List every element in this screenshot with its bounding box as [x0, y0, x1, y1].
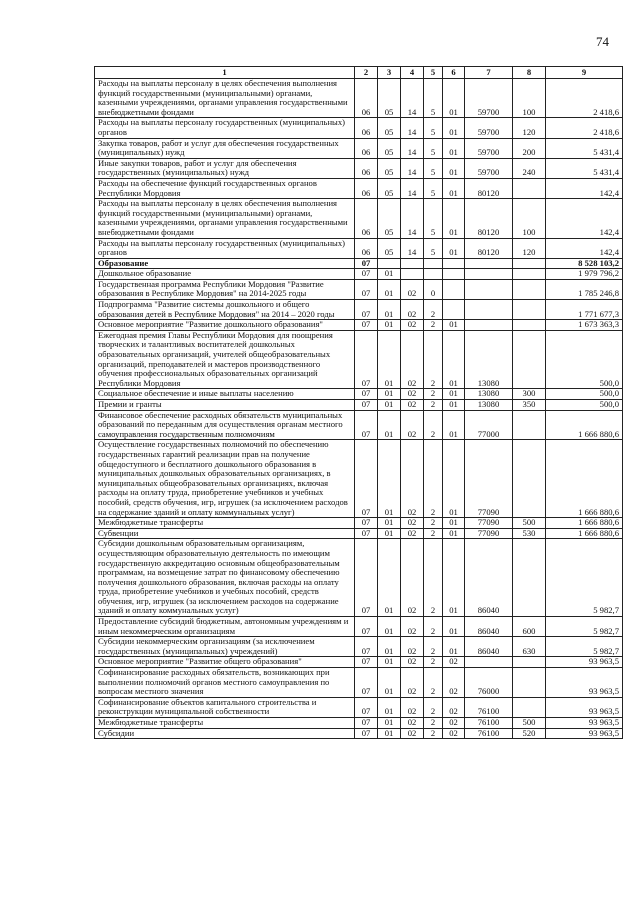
row-subprogram: 0 — [424, 279, 443, 299]
row-direction — [465, 258, 513, 269]
row-measure: 01 — [443, 528, 465, 539]
col-header-expense-type: 8 — [513, 67, 546, 79]
col-header-direction: 7 — [465, 67, 513, 79]
row-amount: 500,0 — [546, 400, 623, 411]
row-measure: 02 — [443, 657, 465, 668]
row-name: Расходы на обеспечение функций государственных органов Республики Мордовия — [95, 178, 355, 198]
row-measure: 02 — [443, 697, 465, 717]
row-name: Основное мероприятие "Развитие дошкольного образования" — [95, 320, 355, 331]
row-measure: 01 — [443, 617, 465, 637]
row-section: 07 — [355, 400, 378, 411]
row-subprogram: 5 — [424, 199, 443, 238]
row-section: 07 — [355, 389, 378, 400]
col-header-amount: 9 — [546, 67, 623, 79]
row-measure: 01 — [443, 389, 465, 400]
row-amount: 1 666 880,6 — [546, 528, 623, 539]
row-direction: 76100 — [465, 697, 513, 717]
row-expense-type: 520 — [513, 728, 546, 739]
row-program: 02 — [401, 668, 424, 698]
row-measure: 01 — [443, 158, 465, 178]
row-section: 07 — [355, 258, 378, 269]
row-subsection: 01 — [378, 637, 401, 657]
row-direction — [465, 269, 513, 280]
row-name: Основное мероприятие "Развитие общего образования" — [95, 657, 355, 668]
row-program — [401, 258, 424, 269]
row-subprogram — [424, 258, 443, 269]
row-measure: 02 — [443, 728, 465, 739]
row-measure — [443, 279, 465, 299]
table-row — [95, 138, 623, 158]
row-expense-type: 500 — [513, 718, 546, 729]
table-row — [95, 728, 623, 739]
row-program: 14 — [401, 138, 424, 158]
row-subsection: 01 — [378, 320, 401, 331]
row-subsection: 01 — [378, 300, 401, 320]
table-row — [95, 400, 623, 411]
row-measure: 02 — [443, 668, 465, 698]
row-subsection: 05 — [378, 79, 401, 118]
row-section: 07 — [355, 718, 378, 729]
row-name: Государственная программа Республики Мордовия "Развитие образования в Республике Мордовия" на 2014-2025 годы — [95, 279, 355, 299]
row-amount: 1 785 246,8 — [546, 279, 623, 299]
table-row — [95, 539, 623, 617]
row-measure: 01 — [443, 320, 465, 331]
row-expense-type: 120 — [513, 238, 546, 258]
row-expense-type — [513, 330, 546, 389]
row-expense-type: 350 — [513, 400, 546, 411]
row-program: 14 — [401, 199, 424, 238]
row-direction — [465, 320, 513, 331]
row-name: Межбюджетные трансферты — [95, 518, 355, 529]
budget-table — [94, 66, 623, 739]
row-expense-type — [513, 440, 546, 518]
row-amount: 93 963,5 — [546, 657, 623, 668]
row-amount: 2 418,6 — [546, 79, 623, 118]
row-expense-type — [513, 410, 546, 440]
row-subprogram — [424, 269, 443, 280]
row-subsection: 01 — [378, 440, 401, 518]
row-amount: 142,4 — [546, 238, 623, 258]
row-name: Субсидии дошкольным образовательным организациям, осуществляющим образовательную деятельность по имеющим государственную аккредитацию основным общеобразовательным программам, на возмещение затрат по финансовому обеспечению получения дошкольного образования, включая расходы на оплату труда, приобретение учебников и учебных пособий, средств обучения, игр, игрушек (за исключением расходов на содержание зданий и оплату коммунальных услуг) — [95, 539, 355, 617]
row-subprogram: 2 — [424, 410, 443, 440]
row-measure: 01 — [443, 238, 465, 258]
row-section: 06 — [355, 118, 378, 138]
row-section: 07 — [355, 518, 378, 529]
row-amount: 5 431,4 — [546, 158, 623, 178]
row-direction: 77090 — [465, 528, 513, 539]
row-subsection: 05 — [378, 199, 401, 238]
table-row — [95, 718, 623, 729]
row-name: Расходы на выплаты персоналу государственных (муниципальных) органов — [95, 238, 355, 258]
row-name: Субсидии некоммерческим организациям (за исключением государственных (муниципальных) учреждений) — [95, 637, 355, 657]
row-name: Премии и гранты — [95, 400, 355, 411]
table-row — [95, 637, 623, 657]
table-row — [95, 258, 623, 269]
row-measure: 02 — [443, 718, 465, 729]
row-direction: 86040 — [465, 539, 513, 617]
table-row — [95, 300, 623, 320]
table-row — [95, 440, 623, 518]
row-amount: 5 982,7 — [546, 617, 623, 637]
row-expense-type: 240 — [513, 158, 546, 178]
row-measure — [443, 300, 465, 320]
row-amount: 142,4 — [546, 178, 623, 198]
row-subprogram: 5 — [424, 138, 443, 158]
row-direction: 13080 — [465, 330, 513, 389]
table-row — [95, 330, 623, 389]
row-amount: 1 666 880,6 — [546, 518, 623, 529]
row-subprogram: 2 — [424, 668, 443, 698]
row-measure: 01 — [443, 400, 465, 411]
row-program: 14 — [401, 158, 424, 178]
row-direction — [465, 279, 513, 299]
table-row — [95, 617, 623, 637]
row-subsection: 01 — [378, 728, 401, 739]
row-program: 14 — [401, 238, 424, 258]
table-row — [95, 79, 623, 118]
row-subprogram: 5 — [424, 238, 443, 258]
row-program: 14 — [401, 178, 424, 198]
row-expense-type: 600 — [513, 617, 546, 637]
row-section: 07 — [355, 668, 378, 698]
table-header-row — [95, 67, 623, 79]
row-program: 02 — [401, 279, 424, 299]
row-program: 02 — [401, 320, 424, 331]
table-row — [95, 118, 623, 138]
row-expense-type — [513, 279, 546, 299]
row-expense-type: 100 — [513, 79, 546, 118]
row-name: Иные закупки товаров, работ и услуг для обеспечения государственных (муниципальных) нужд — [95, 158, 355, 178]
row-subsection: 05 — [378, 158, 401, 178]
row-measure: 01 — [443, 518, 465, 529]
row-program: 02 — [401, 697, 424, 717]
row-program: 02 — [401, 657, 424, 668]
row-subprogram: 2 — [424, 440, 443, 518]
page-number: 74 — [596, 34, 609, 49]
row-amount: 93 963,5 — [546, 697, 623, 717]
row-section: 07 — [355, 279, 378, 299]
row-subprogram: 2 — [424, 300, 443, 320]
row-expense-type — [513, 697, 546, 717]
row-section: 07 — [355, 410, 378, 440]
row-direction: 59700 — [465, 79, 513, 118]
row-subprogram: 5 — [424, 118, 443, 138]
row-amount: 93 963,5 — [546, 718, 623, 729]
table-row — [95, 668, 623, 698]
row-name: Расходы на выплаты персоналу в целях обеспечения выполнения функций государственными (муниципальными) органами, казенными учреждениями, органами управления государственными внебюджетными фондами — [95, 79, 355, 118]
row-amount: 5 982,7 — [546, 539, 623, 617]
row-amount: 8 528 103,2 — [546, 258, 623, 269]
row-direction: 59700 — [465, 138, 513, 158]
row-subsection: 05 — [378, 138, 401, 158]
row-measure: 01 — [443, 637, 465, 657]
row-name: Закупка товаров, работ и услуг для обеспечения государственных (муниципальных) нужд — [95, 138, 355, 158]
row-amount: 142,4 — [546, 199, 623, 238]
row-subprogram: 2 — [424, 539, 443, 617]
row-subsection: 01 — [378, 697, 401, 717]
row-section: 06 — [355, 79, 378, 118]
row-section: 07 — [355, 617, 378, 637]
row-subprogram: 5 — [424, 178, 443, 198]
row-subsection: 01 — [378, 539, 401, 617]
row-expense-type: 100 — [513, 199, 546, 238]
row-direction: 76000 — [465, 668, 513, 698]
row-subsection: 01 — [378, 330, 401, 389]
row-section: 07 — [355, 728, 378, 739]
row-expense-type: 500 — [513, 518, 546, 529]
row-measure: 01 — [443, 118, 465, 138]
row-name: Ежегодная премия Главы Республики Мордовия для поощрения творческих и талантливых воспитателей дошкольных образовательных организаций, учителей общеобразовательных организаций, преподавателей и мастеров производственного обучения профессиональных образовательных организаций Республики Мордовия — [95, 330, 355, 389]
row-subprogram: 2 — [424, 330, 443, 389]
row-measure: 01 — [443, 539, 465, 617]
row-measure: 01 — [443, 440, 465, 518]
row-subprogram: 5 — [424, 79, 443, 118]
row-section: 07 — [355, 539, 378, 617]
row-amount: 1 979 796,2 — [546, 269, 623, 280]
col-header-program: 4 — [401, 67, 424, 79]
row-program: 02 — [401, 330, 424, 389]
row-subprogram: 2 — [424, 389, 443, 400]
row-name: Подпрограмма "Развитие системы дошкольного и общего образования детей в Республике Мордовия" на 2014 – 2020 годы — [95, 300, 355, 320]
row-subprogram: 2 — [424, 697, 443, 717]
row-amount: 5 982,7 — [546, 637, 623, 657]
row-direction: 59700 — [465, 158, 513, 178]
row-section: 07 — [355, 528, 378, 539]
row-section: 06 — [355, 178, 378, 198]
row-expense-type — [513, 300, 546, 320]
row-subsection: 01 — [378, 400, 401, 411]
row-subsection: 01 — [378, 389, 401, 400]
row-name: Предоставление субсидий бюджетным, автономным учреждениям и иным некоммерческим организациям — [95, 617, 355, 637]
row-expense-type: 120 — [513, 118, 546, 138]
table-row — [95, 657, 623, 668]
row-measure: 01 — [443, 79, 465, 118]
table-row — [95, 238, 623, 258]
row-direction — [465, 657, 513, 668]
row-subsection: 01 — [378, 279, 401, 299]
row-subprogram: 2 — [424, 718, 443, 729]
row-subprogram: 2 — [424, 528, 443, 539]
col-header-subsection: 3 — [378, 67, 401, 79]
row-expense-type — [513, 320, 546, 331]
row-measure: 01 — [443, 410, 465, 440]
row-direction: 86040 — [465, 637, 513, 657]
col-header-name: 1 — [95, 67, 355, 79]
row-name: Финансовое обеспечение расходных обязательств муниципальных образований по переданным для осуществления органам местного самоуправления государственным полномочиям — [95, 410, 355, 440]
row-name: Субвенции — [95, 528, 355, 539]
table-row — [95, 518, 623, 529]
table-row — [95, 279, 623, 299]
row-expense-type: 200 — [513, 138, 546, 158]
table-row — [95, 697, 623, 717]
row-expense-type: 630 — [513, 637, 546, 657]
row-section: 07 — [355, 330, 378, 389]
row-subprogram: 2 — [424, 637, 443, 657]
row-direction: 76100 — [465, 728, 513, 739]
row-amount: 1 666 880,6 — [546, 410, 623, 440]
row-subsection: 01 — [378, 269, 401, 280]
table-row — [95, 528, 623, 539]
row-expense-type — [513, 539, 546, 617]
row-section: 07 — [355, 300, 378, 320]
row-measure: 01 — [443, 330, 465, 389]
row-direction: 86040 — [465, 617, 513, 637]
row-direction: 59700 — [465, 118, 513, 138]
row-section: 07 — [355, 657, 378, 668]
row-program: 14 — [401, 79, 424, 118]
row-section: 06 — [355, 158, 378, 178]
row-program: 02 — [401, 389, 424, 400]
row-subsection: 05 — [378, 178, 401, 198]
row-expense-type: 530 — [513, 528, 546, 539]
row-direction: 80120 — [465, 199, 513, 238]
table-row — [95, 158, 623, 178]
row-measure — [443, 258, 465, 269]
row-measure: 01 — [443, 178, 465, 198]
table-row — [95, 410, 623, 440]
row-direction: 77000 — [465, 410, 513, 440]
row-subprogram: 2 — [424, 617, 443, 637]
row-name: Софинансирование расходных обязательств, возникающих при выполнении полномочий органов местного самоуправления по вопросам местного значения — [95, 668, 355, 698]
col-header-section: 2 — [355, 67, 378, 79]
row-expense-type — [513, 668, 546, 698]
row-direction: 80120 — [465, 178, 513, 198]
row-section: 07 — [355, 320, 378, 331]
row-expense-type: 300 — [513, 389, 546, 400]
row-program — [401, 269, 424, 280]
row-program: 02 — [401, 528, 424, 539]
col-header-subprogram: 5 — [424, 67, 443, 79]
row-name: Дошкольное образование — [95, 269, 355, 280]
row-amount: 1 666 880,6 — [546, 440, 623, 518]
row-program: 02 — [401, 410, 424, 440]
row-section: 06 — [355, 199, 378, 238]
row-direction: 13080 — [465, 389, 513, 400]
table-row — [95, 389, 623, 400]
row-subsection: 05 — [378, 238, 401, 258]
row-program: 14 — [401, 118, 424, 138]
row-subprogram: 2 — [424, 400, 443, 411]
row-direction — [465, 300, 513, 320]
row-subprogram: 2 — [424, 728, 443, 739]
table-row — [95, 199, 623, 238]
row-program: 02 — [401, 637, 424, 657]
table-row — [95, 269, 623, 280]
row-subsection: 01 — [378, 657, 401, 668]
row-amount: 500,0 — [546, 389, 623, 400]
row-program: 02 — [401, 400, 424, 411]
row-section: 07 — [355, 637, 378, 657]
row-program: 02 — [401, 300, 424, 320]
row-program: 02 — [401, 728, 424, 739]
table-body — [95, 79, 623, 739]
row-program: 02 — [401, 440, 424, 518]
row-amount: 500,0 — [546, 330, 623, 389]
row-name: Социальное обеспечение и иные выплаты населению — [95, 389, 355, 400]
row-section: 07 — [355, 697, 378, 717]
row-direction: 77090 — [465, 440, 513, 518]
row-expense-type — [513, 657, 546, 668]
row-expense-type — [513, 269, 546, 280]
row-name: Расходы на выплаты персоналу государственных (муниципальных) органов — [95, 118, 355, 138]
row-amount: 93 963,5 — [546, 728, 623, 739]
row-amount: 1 673 363,3 — [546, 320, 623, 331]
row-section: 07 — [355, 440, 378, 518]
row-amount: 5 431,4 — [546, 138, 623, 158]
row-program: 02 — [401, 617, 424, 637]
row-direction: 77090 — [465, 518, 513, 529]
row-measure: 01 — [443, 138, 465, 158]
row-subsection: 01 — [378, 410, 401, 440]
row-section: 06 — [355, 238, 378, 258]
row-section: 06 — [355, 138, 378, 158]
row-subprogram: 2 — [424, 320, 443, 331]
col-header-measure: 6 — [443, 67, 465, 79]
row-subsection: 01 — [378, 668, 401, 698]
row-name: Образование — [95, 258, 355, 269]
table-row — [95, 178, 623, 198]
row-subprogram: 2 — [424, 657, 443, 668]
row-subprogram: 2 — [424, 518, 443, 529]
row-subsection: 01 — [378, 528, 401, 539]
row-expense-type — [513, 178, 546, 198]
row-amount: 2 418,6 — [546, 118, 623, 138]
row-name: Осуществление государственных полномочий по обеспечению государственных гарантий реализации прав на получение общедоступного и бесплатного дошкольного образования в муниципальных дошкольных образовательных организациях, в муниципальных общеобразовательных организациях, включая расходы на оплату труда, приобретение учебников и учебных пособий, средств обучения, игр, игрушек (за исключением расходов на содержание зданий и оплату коммунальных услуг) — [95, 440, 355, 518]
row-subsection: 01 — [378, 518, 401, 529]
row-subprogram: 5 — [424, 158, 443, 178]
row-measure: 01 — [443, 199, 465, 238]
row-subsection: 05 — [378, 118, 401, 138]
row-program: 02 — [401, 718, 424, 729]
row-amount: 1 771 677,3 — [546, 300, 623, 320]
row-program: 02 — [401, 539, 424, 617]
row-amount: 93 963,5 — [546, 668, 623, 698]
row-direction: 13080 — [465, 400, 513, 411]
row-measure — [443, 269, 465, 280]
row-direction: 76100 — [465, 718, 513, 729]
row-subsection — [378, 258, 401, 269]
row-direction: 80120 — [465, 238, 513, 258]
row-name: Субсидии — [95, 728, 355, 739]
row-name: Софинансирование объектов капитального строительства и реконструкции муниципальной собственности — [95, 697, 355, 717]
table-row — [95, 320, 623, 331]
row-expense-type — [513, 258, 546, 269]
row-section: 07 — [355, 269, 378, 280]
row-name: Межбюджетные трансферты — [95, 718, 355, 729]
row-subsection: 01 — [378, 718, 401, 729]
row-name: Расходы на выплаты персоналу в целях обеспечения выполнения функций государственными (муниципальными) органами, казенными учреждениями, органами управления государственными внебюджетными фондами — [95, 199, 355, 238]
row-program: 02 — [401, 518, 424, 529]
row-subsection: 01 — [378, 617, 401, 637]
